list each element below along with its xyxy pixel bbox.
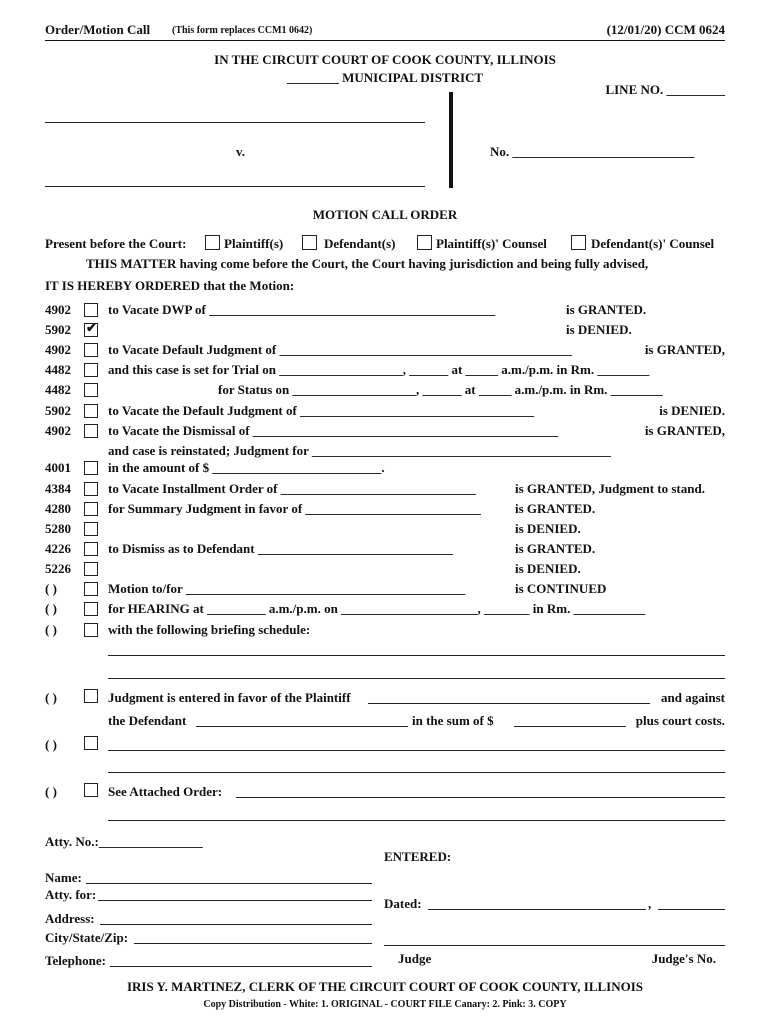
row-text [108, 501, 481, 517]
judgment-amount-line[interactable] [514, 726, 626, 727]
row-code: 4902 [45, 423, 71, 438]
row-fill-line[interactable]: ____________________________________________ [209, 302, 496, 317]
defendant-counsel-checkbox[interactable] [571, 235, 586, 250]
telephone-label: Telephone: [45, 953, 106, 968]
plaintiff-line[interactable] [45, 122, 425, 123]
row-text [108, 423, 558, 439]
row-text [108, 443, 611, 459]
city-label: City/State/Zip: [45, 930, 129, 945]
plaintiff-present-checkbox[interactable] [205, 235, 220, 250]
telephone-line[interactable] [110, 966, 372, 967]
judgment-line2-mid: in the sum of $ [412, 713, 494, 728]
judgment-line1-end: and against [661, 690, 725, 705]
row-result: is GRANTED, [644, 342, 725, 357]
name-line[interactable] [86, 883, 372, 884]
row-code: ( ) [45, 581, 57, 596]
row-fill-line[interactable]: ____________________________________ [300, 403, 535, 418]
row-label: for Summary Judgment in favor of [108, 501, 303, 516]
attached-label: See Attached Order: [108, 784, 223, 799]
row-result: is GRANTED, Judgment to stand. [515, 481, 705, 496]
row-checkbox[interactable] [84, 363, 98, 377]
attached-line-2[interactable] [108, 820, 725, 821]
atty-no[interactable]: Atty. No.:________________ [45, 834, 203, 849]
row-code: 4902 [45, 302, 71, 317]
row-checkbox[interactable] [84, 623, 98, 637]
row-result: is CONTINUED [515, 581, 607, 596]
row-text [108, 481, 476, 497]
row-text [108, 622, 310, 638]
row-label: to Dismiss as to Defendant [108, 541, 255, 556]
row-checkbox[interactable] [84, 482, 98, 496]
row-fill-line[interactable]: _________ a.m./p.m. on _____________________, _______ in Rm. ___________ [207, 601, 646, 616]
row-checkbox[interactable] [84, 383, 98, 397]
judgment-code: ( ) [45, 690, 57, 705]
copy-distribution: Copy Distribution - White: 1. ORIGINAL - COURT FILE Canary: 2. Pink: 3. COPY [203, 999, 567, 1010]
order-title: MOTION CALL ORDER [312, 207, 458, 222]
row-code: 4482 [45, 382, 71, 397]
row-result: is GRANTED. [566, 302, 647, 317]
briefing-line-1[interactable] [108, 655, 725, 656]
row-code: 5902 [45, 403, 71, 418]
row-label: with the following briefing schedule: [108, 622, 311, 637]
row-label: in the amount of $ [108, 460, 210, 475]
row-code: 5902 [45, 322, 71, 337]
judges-no-label: Judge's No. [651, 951, 716, 966]
row-checkbox[interactable] [84, 562, 98, 576]
atty-for-line[interactable] [98, 900, 372, 901]
row-code: 4280 [45, 501, 71, 516]
row-label: to Vacate Default Judgment of [108, 342, 277, 357]
row-checkbox[interactable] [84, 542, 98, 556]
row-label: for Status on [218, 382, 290, 397]
caption-divider [449, 92, 453, 188]
row-fill-line[interactable]: ______________________________ [280, 481, 476, 496]
clerk-name: IRIS Y. MARTINEZ, CLERK OF THE CIRCUIT COURT OF COOK COUNTY, ILLINOIS [126, 979, 644, 994]
row-fill-line[interactable]: ___________________________________________ [185, 581, 466, 596]
row-result: is DENIED. [515, 561, 581, 576]
row-text [108, 302, 495, 318]
plaintiff-counsel-checkbox[interactable] [417, 235, 432, 250]
row-checkbox[interactable] [84, 522, 98, 536]
row-fill-line[interactable]: ______________________________ [257, 541, 453, 556]
case-no[interactable]: No. ____________________________ [490, 144, 695, 159]
attached-line-1[interactable] [236, 797, 725, 798]
row-fill-line[interactable]: _______________________________________________ [252, 423, 559, 438]
defendant-line[interactable] [45, 186, 425, 187]
judge-signature-line[interactable] [384, 945, 725, 946]
city-line[interactable] [134, 943, 372, 944]
row-label: to Vacate Installment Order of [108, 481, 278, 496]
row-checkbox[interactable] [84, 602, 98, 616]
briefing-line-2[interactable] [108, 678, 725, 679]
row-fill-line[interactable]: _____________________________________________ [279, 342, 573, 357]
row-text [108, 403, 534, 419]
atty-for-label: Atty. for: [45, 887, 97, 902]
row-result: is GRANTED. [515, 541, 596, 556]
row-checkbox[interactable] [84, 502, 98, 516]
row-fill-line[interactable]: __________________________. [212, 460, 385, 475]
header-rule [45, 40, 725, 41]
preamble: THIS MATTER having come before the Court, the Court having jurisdiction and being fully advised, [86, 256, 649, 271]
row-text [108, 342, 572, 358]
row-result: is DENIED. [566, 322, 632, 337]
row-code: ( ) [45, 622, 57, 637]
line-no[interactable]: LINE NO. _________ [605, 82, 725, 97]
judgment-plaintiff-line[interactable] [368, 703, 650, 704]
row-result: is GRANTED. [515, 501, 596, 516]
row-label: Motion to/for [108, 581, 183, 596]
present-label: Present before the Court: [45, 236, 187, 251]
address-line[interactable] [100, 924, 372, 925]
row-checkbox[interactable] [84, 343, 98, 357]
row-code: 4226 [45, 541, 71, 556]
row-result: is DENIED. [659, 403, 725, 418]
row-text [108, 581, 465, 597]
plaintiff-counsel-label: Plaintiff(s)' Counsel [436, 236, 547, 251]
blank-row-checkbox[interactable] [84, 736, 98, 750]
replaces-note: (This form replaces CCM1 0642) [172, 25, 313, 36]
row-code: 5226 [45, 561, 71, 576]
defendant-present-label: Defendant(s) [324, 236, 396, 251]
row-text [108, 460, 385, 476]
check-icon: ✔ [86, 320, 97, 335]
row-checkbox[interactable] [84, 320, 98, 337]
row-code: 4902 [45, 342, 71, 357]
row-code: ( ) [45, 601, 57, 616]
blank-row-line-2[interactable] [108, 772, 725, 773]
blank-row-line-1[interactable] [108, 750, 725, 751]
ordered-heading: IT IS HEREBY ORDERED that the Motion: [45, 278, 295, 293]
form-title: Order/Motion Call [45, 22, 151, 37]
row-text [108, 601, 645, 617]
judgment-checkbox[interactable] [84, 689, 98, 703]
row-checkbox[interactable] [84, 461, 98, 475]
row-code: 4384 [45, 481, 71, 496]
row-checkbox[interactable] [84, 424, 98, 438]
row-label: to Vacate DWP of [108, 302, 206, 317]
row-result: is GRANTED, [644, 423, 725, 438]
row-label: for HEARING at [108, 601, 204, 616]
row-fill-line[interactable]: ______________________________________________ [311, 443, 611, 458]
row-code: 4482 [45, 362, 71, 377]
attached-checkbox[interactable] [84, 783, 98, 797]
row-label: to Vacate the Dismissal of [108, 423, 250, 438]
judgment-line2-end: plus court costs. [635, 713, 725, 728]
versus: v. [236, 144, 246, 159]
name-label: Name: [45, 870, 82, 885]
row-label: and case is reinstated; Judgment for [108, 443, 309, 458]
dated-label: Dated: [384, 896, 422, 911]
row-text [108, 541, 453, 557]
court-title: IN THE CIRCUIT COURT OF COOK COUNTY, ILLINOIS [214, 52, 556, 67]
row-code: 5280 [45, 521, 71, 536]
blank-row-code: ( ) [45, 737, 57, 752]
dated-line[interactable] [428, 909, 646, 910]
row-label: to Vacate the Default Judgment of [108, 403, 297, 418]
judge-label: Judge [398, 951, 432, 966]
row-fill-line[interactable]: ___________________, ______ at _____ a.m./p.m. in Rm. ________ [279, 362, 650, 377]
plaintiff-present-label: Plaintiff(s) [224, 236, 284, 251]
row-result: is DENIED. [515, 521, 581, 536]
entered-label: ENTERED: [384, 849, 452, 864]
judgment-defendant-line[interactable] [196, 726, 408, 727]
row-checkbox[interactable] [84, 303, 98, 317]
row-checkbox[interactable] [84, 404, 98, 418]
row-code: 4001 [45, 460, 71, 475]
judgment-line2: the Defendant [108, 713, 187, 728]
row-label: and this case is set for Trial on [108, 362, 276, 377]
address-label: Address: [45, 911, 95, 926]
judgment-line1: Judgment is entered in favor of the Plaintiff [108, 690, 351, 705]
defendant-present-checkbox[interactable] [302, 235, 317, 250]
dated-year-line[interactable] [658, 909, 725, 910]
row-fill-line[interactable]: ___________________________ [305, 501, 481, 516]
dated-comma: , [648, 896, 652, 911]
defendant-counsel-label: Defendant(s)' Counsel [591, 236, 715, 251]
row-text [108, 362, 649, 378]
row-text [218, 382, 663, 398]
attached-code: ( ) [45, 784, 57, 799]
row-fill-line[interactable]: ___________________, ______ at _____ a.m./p.m. in Rm. ________ [292, 382, 663, 397]
district-line[interactable]: ________ MUNICIPAL DISTRICT [286, 70, 484, 85]
row-checkbox[interactable] [84, 582, 98, 596]
form-code: (12/01/20) CCM 0624 [606, 22, 725, 37]
